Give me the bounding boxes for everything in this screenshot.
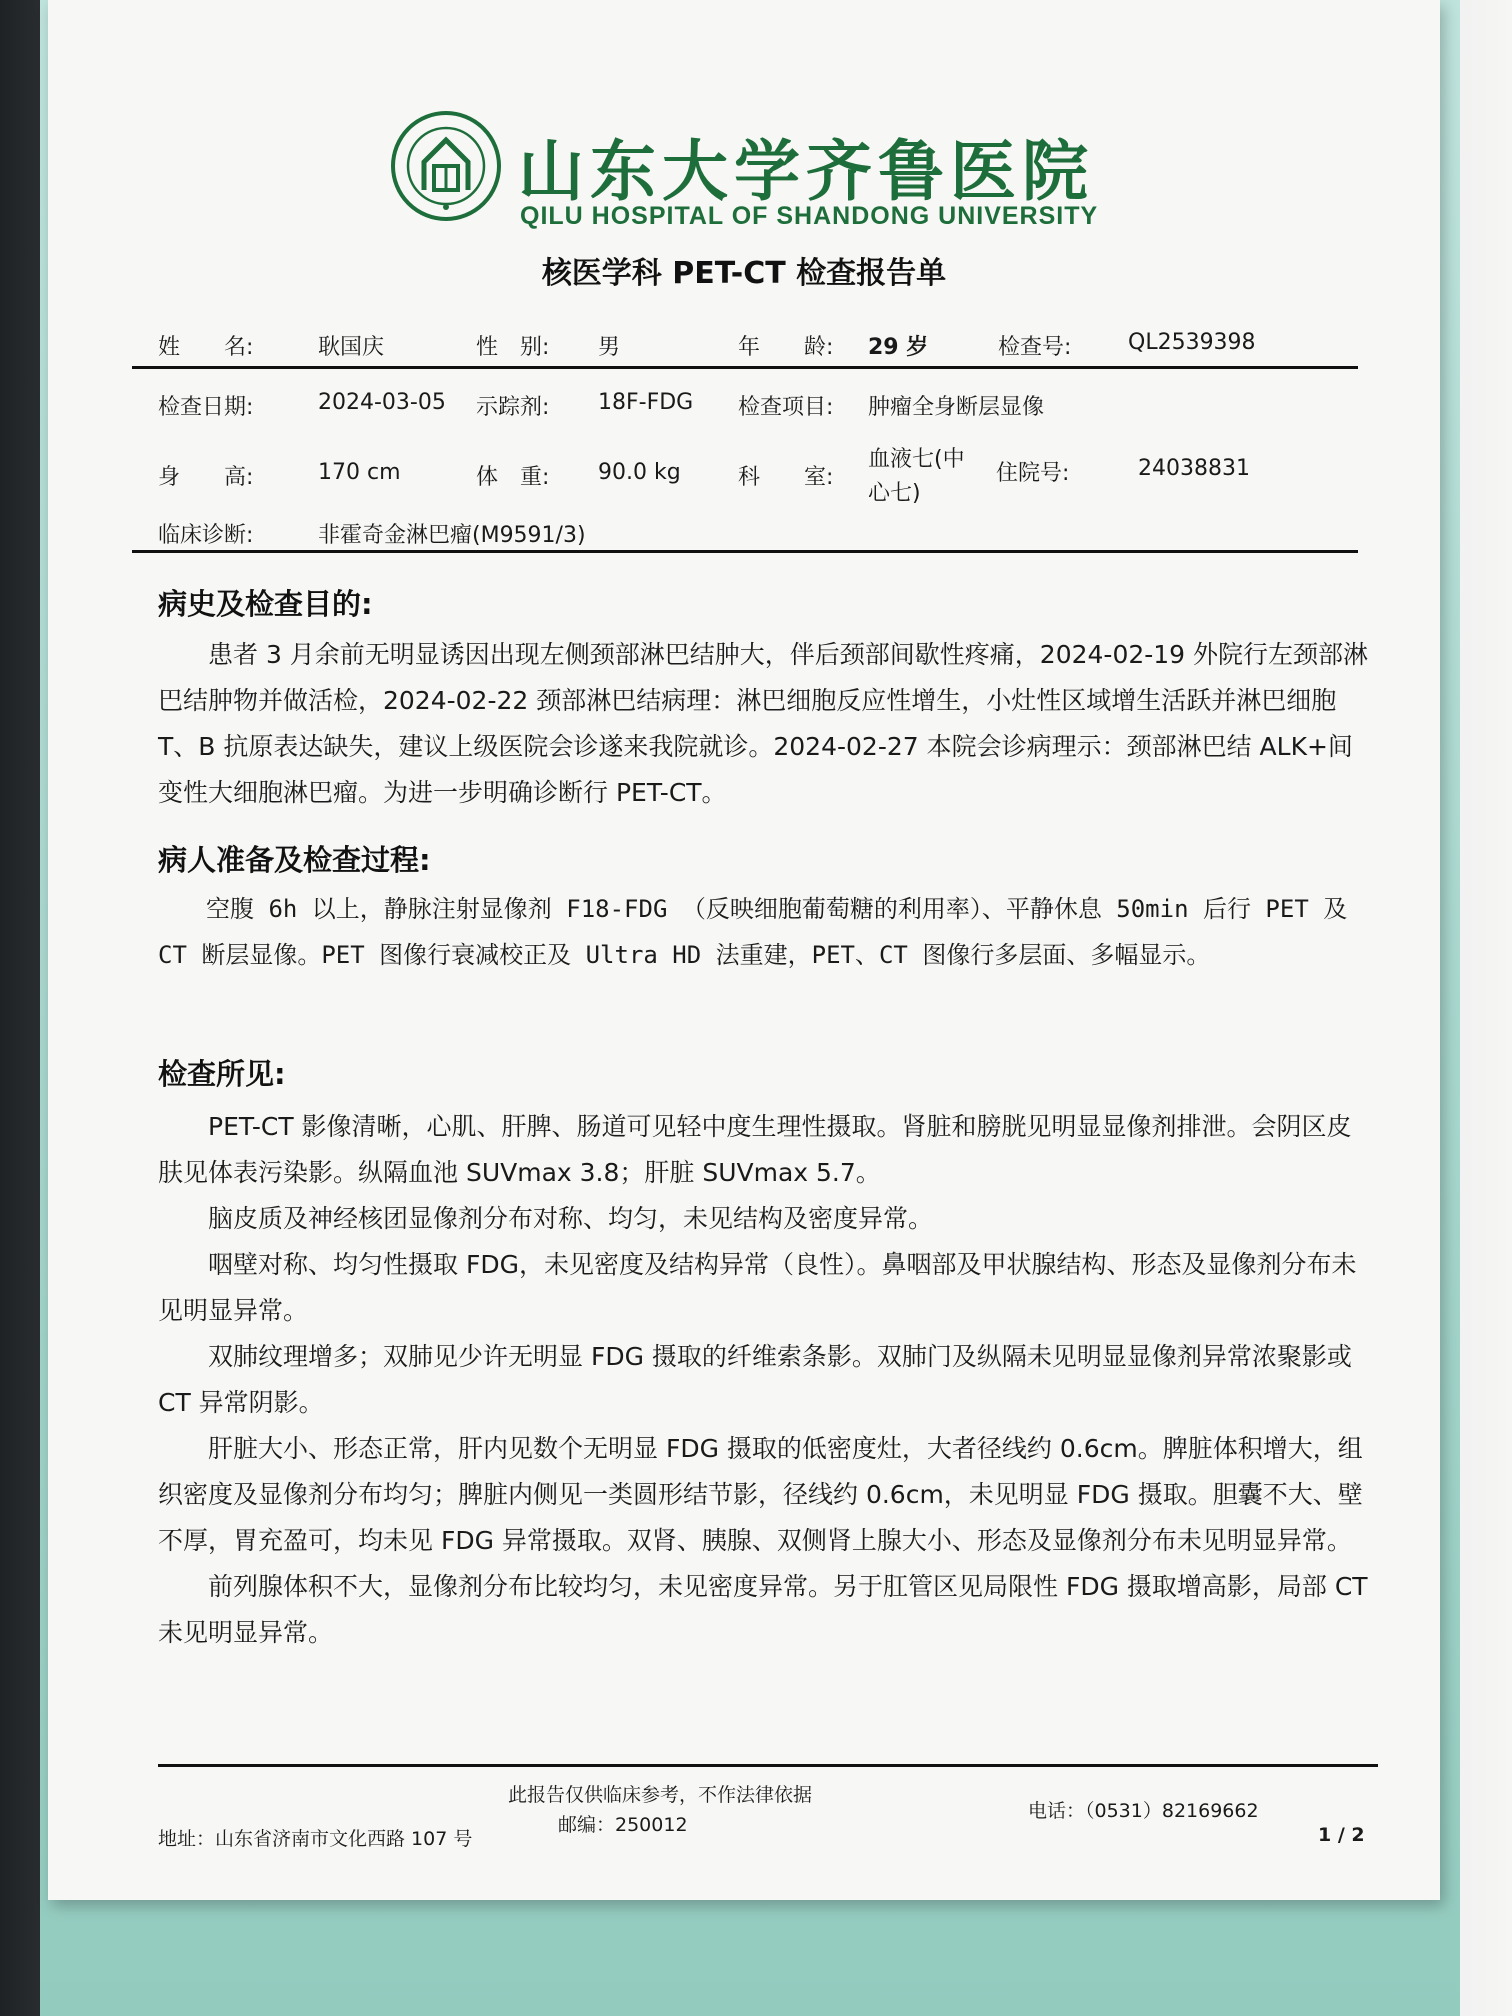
hospital-header <box>48 110 1440 250</box>
inpatient-label: 住院号: <box>996 461 1070 486</box>
divider <box>132 550 1358 553</box>
hospital-name-cn: 山东大学齐鲁医院 <box>518 132 1094 210</box>
exam-no: QL2539398 <box>1128 330 1256 355</box>
clinical-diagnosis: 非霍奇金淋巴瘤(M9591/3) <box>318 523 586 548</box>
hospital-logo-icon <box>390 110 502 222</box>
patient-age: 29 岁 <box>868 335 929 360</box>
patient-sex: 男 <box>598 335 621 360</box>
date-label: 检查日期: <box>158 395 254 420</box>
hospital-name-en: QILU HOSPITAL OF SHANDONG UNIVERSITY <box>520 202 1099 230</box>
disclaimer: 此报告仅供临床参考，不作法律依据 <box>508 1784 813 1806</box>
department-line-2: 心七) <box>868 481 921 506</box>
age-label: 年 龄: <box>738 335 834 360</box>
report-title: 核医学科 PET-CT 检查报告单 <box>541 256 947 291</box>
address: 地址：山东省济南市文化西路 107 号 <box>158 1828 473 1850</box>
item-label: 检查项目: <box>738 395 834 420</box>
history-title: 病史及检查目的: <box>158 587 373 621</box>
info-row-2 <box>158 390 1358 430</box>
sex-label: 性 别: <box>476 335 550 360</box>
postcode: 邮编：250012 <box>558 1814 688 1836</box>
diagnosis-label: 临床诊断: <box>158 523 254 548</box>
findings-title: 检查所见: <box>158 1057 286 1091</box>
tracer: 18F-FDG <box>598 390 694 415</box>
patient-name: 耿国庆 <box>318 335 385 360</box>
patient-weight: 90.0 kg <box>598 460 681 485</box>
phone: 电话：（0531）82169662 <box>1028 1800 1259 1822</box>
history-paragraph: 患者 3 月余前无明显诱因出现左侧颈部淋巴结肿大，伴后颈部间歇性疼痛，2024-02-19 外院行左颈部淋巴结肿物并做活检，2024-02-22 颈部淋巴结病理：淋巴细胞反应性增生，小灶性区域增生活跃并淋巴细胞 T、B 抗原表达缺失，建议上级医院会诊遂来我院就诊。2024-02-27 本院会诊病理示：颈部淋巴结 ALK+间变性大细胞淋巴瘤。为进一步明确诊断行 PET-CT。 <box>158 640 1369 807</box>
prep-paragraph: 空腹 6h 以上，静脉注射显像剂 F18-FDG （反映细胞葡萄糖的利用率）、平静休息 50min 后行 PET 及 CT 断层显像。PET 图像行衰减校正及 Ultra HD 法重建，PET、CT 图像行多层面、多幅显示。 <box>158 895 1348 969</box>
prep-title: 病人准备及检查过程: <box>158 843 431 877</box>
page-number: 1 / 2 <box>1318 1824 1365 1846</box>
inpatient-no: 24038831 <box>1138 456 1250 481</box>
height-label: 身 高: <box>158 465 254 490</box>
info-row-1 <box>158 330 1358 370</box>
findings-paragraph: 脑皮质及神经核团显像剂分布对称、均匀，未见结构及密度异常。 <box>208 1204 934 1233</box>
divider <box>132 366 1358 369</box>
tracer-label: 示踪剂: <box>476 395 550 420</box>
patient-height: 170 cm <box>318 460 401 485</box>
findings-paragraph: 前列腺体积不大，显像剂分布比较均匀，未见密度异常。另于肛管区见局限性 FDG 摄取增高影，局部 CT 未见明显异常。 <box>158 1572 1368 1647</box>
findings-paragraph: 双肺纹理增多；双肺见少许无明显 FDG 摄取的纤维索条影。双肺门及纵隔未见明显显像剂异常浓聚影或 CT 异常阴影。 <box>158 1342 1352 1417</box>
exam-item: 肿瘤全身断层显像 <box>868 395 1045 420</box>
weight-label: 体 重: <box>476 465 550 490</box>
name-label: 姓 名: <box>158 335 254 360</box>
exam-no-label: 检查号: <box>998 335 1072 360</box>
findings-text <box>158 1104 1373 1656</box>
footer-divider <box>158 1764 1378 1767</box>
prep-text <box>158 886 1373 978</box>
dept-label: 科 室: <box>738 465 834 490</box>
findings-paragraph: 肝脏大小、形态正常，肝内见数个无明显 FDG 摄取的低密度灶，大者径线约 0.6cm。脾脏体积增大，组织密度及显像剂分布均匀；脾脏内侧见一类圆形结节影，径线约 0.6cm，未见明显 FDG 摄取。胆囊不大、壁不厚，胃充盈可，均未见 FDG 异常摄取。双肾、胰腺、双侧肾上腺大小、形态及显像剂分布未见明显异常。 <box>158 1434 1363 1555</box>
exam-date: 2024-03-05 <box>318 390 446 415</box>
findings-paragraph: PET-CT 影像清晰，心肌、肝脾、肠道可见轻中度生理性摄取。肾脏和膀胱见明显显像剂排泄。会阴区皮肤见体表污染影。纵隔血池 SUVmax 3.8；肝脏 SUVmax 5.7。 <box>158 1112 1352 1187</box>
report-page <box>48 0 1440 1900</box>
department-line-1: 血液七(中 <box>868 447 965 472</box>
history-text <box>158 632 1373 816</box>
findings-paragraph: 咽壁对称、均匀性摄取 FDG，未见密度及结构异常（良性）。鼻咽部及甲状腺结构、形态及显像剂分布未见明显异常。 <box>158 1250 1357 1325</box>
info-row-3 <box>158 447 1358 506</box>
